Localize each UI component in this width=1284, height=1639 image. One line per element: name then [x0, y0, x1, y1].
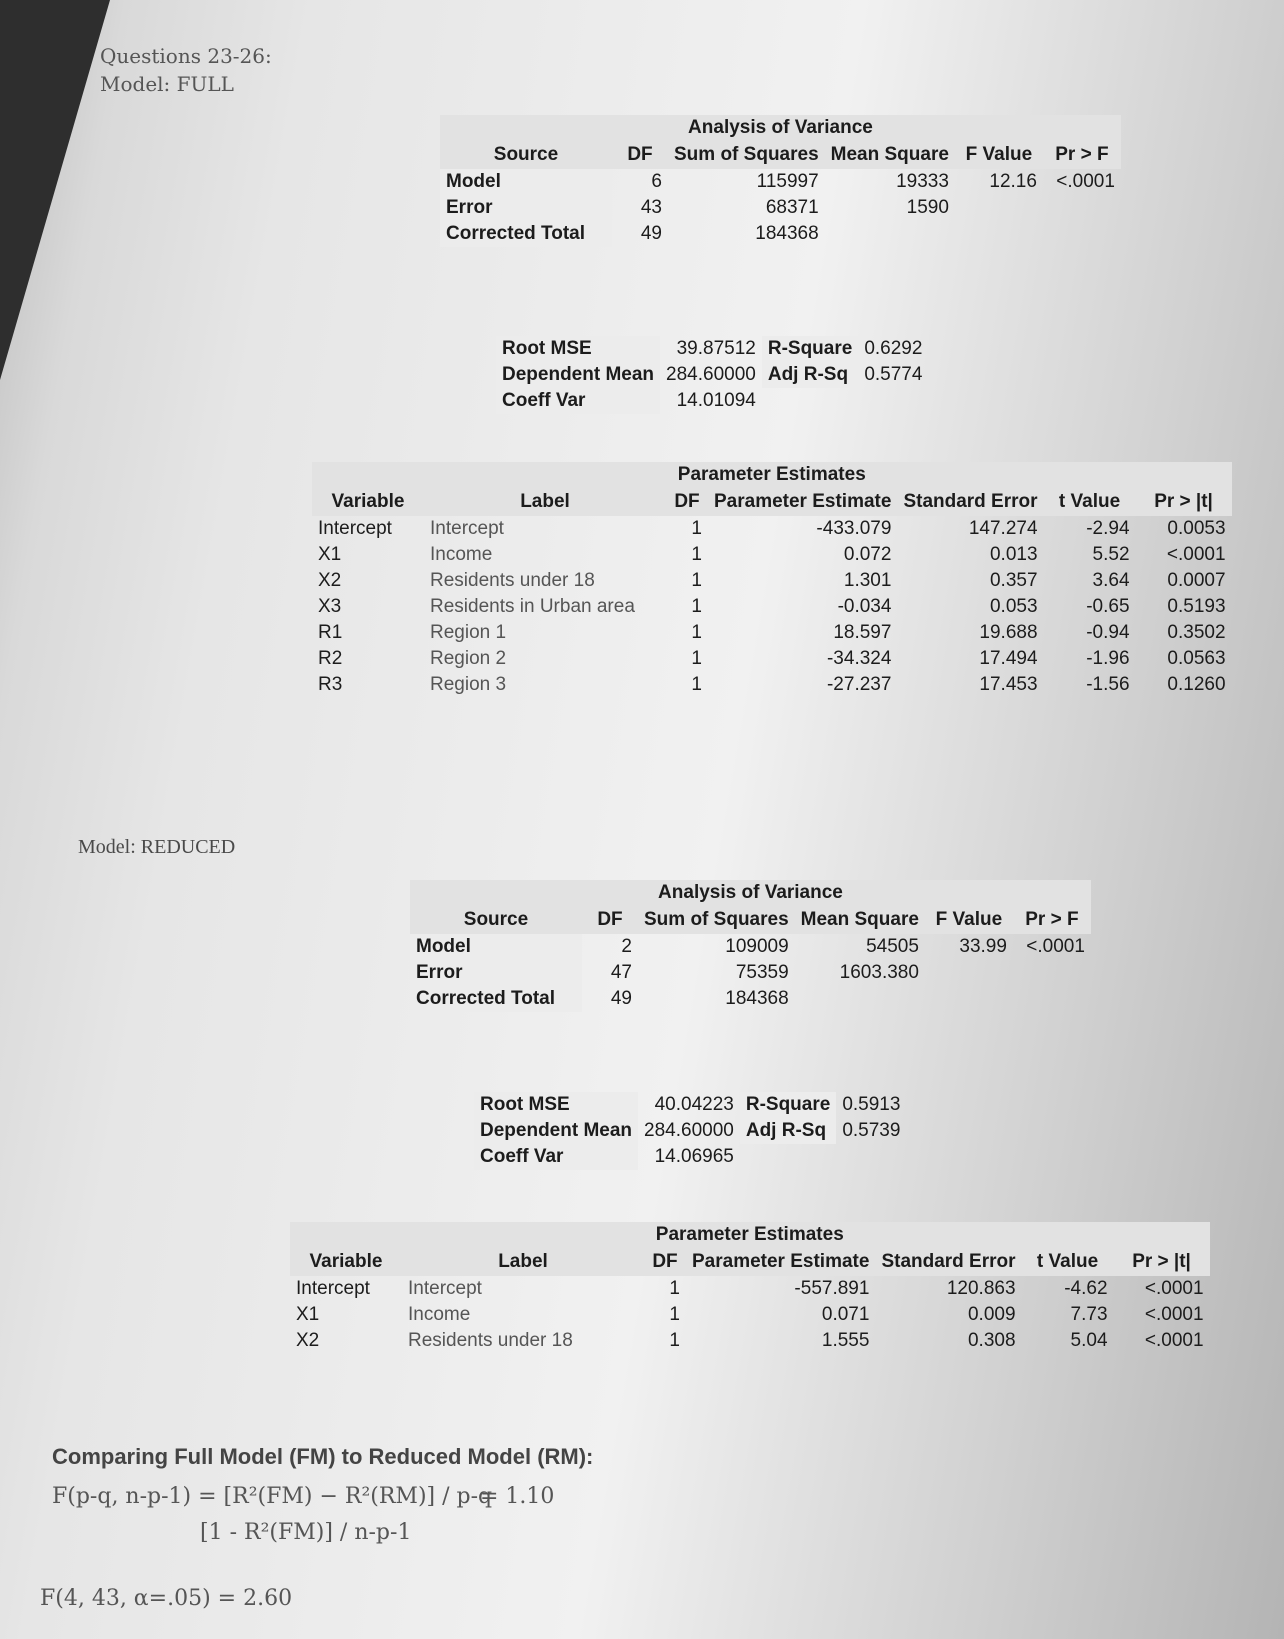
cv-value: 14.01094 — [676, 390, 756, 411]
df-cell: 49 — [610, 987, 632, 1009]
variable-cell: Intercept — [296, 1277, 370, 1299]
p-cell — [1013, 960, 1091, 986]
col-ms: Mean Square — [795, 906, 925, 934]
p-cell: <.0001 — [1056, 170, 1115, 192]
p-cell: <.0001 — [1166, 543, 1226, 565]
label-cell: Income — [408, 1303, 471, 1325]
col-p: Pr > |t| — [1114, 1248, 1210, 1276]
adjrsq-value: 0.5739 — [842, 1120, 901, 1141]
ss-cell: 75359 — [735, 961, 789, 983]
adjrsq-label: Adj R-Sq — [740, 1118, 836, 1144]
source-cell: Model — [410, 934, 582, 960]
p-cell: 0.0563 — [1167, 647, 1226, 669]
label-cell: Income — [430, 543, 493, 565]
ms-cell: 1590 — [906, 196, 949, 218]
variable-cell: X1 — [318, 543, 342, 565]
root-mse-value: 40.04223 — [654, 1094, 734, 1115]
variable-cell: R3 — [318, 673, 343, 695]
dep-mean-value: 284.60000 — [666, 364, 756, 385]
col-f: F Value — [955, 141, 1043, 169]
label-cell: Residents under 18 — [408, 1329, 573, 1351]
table-row — [410, 960, 1091, 986]
source-cell: Corrected Total — [440, 221, 612, 247]
table-row — [440, 221, 1121, 247]
rsq-value: 0.5913 — [842, 1094, 901, 1115]
col-estimate: Parameter Estimate — [708, 488, 897, 516]
label-cell: Residents under 18 — [430, 569, 595, 591]
p-cell: 0.5193 — [1167, 595, 1226, 617]
p-cell: <.0001 — [1144, 1277, 1204, 1299]
source-cell: Model — [440, 169, 612, 195]
table-row — [290, 1276, 1210, 1302]
ms-cell — [795, 986, 925, 1012]
f-cell — [925, 986, 1013, 1012]
table-row — [440, 169, 1121, 195]
f-cell: 33.99 — [959, 935, 1007, 957]
col-ss: Sum of Squares — [668, 141, 825, 169]
col-estimate: Parameter Estimate — [686, 1248, 875, 1276]
source-cell: Error — [440, 195, 612, 221]
label-cell: Intercept — [408, 1277, 482, 1299]
estimate-cell: -557.891 — [794, 1277, 870, 1299]
stderr-cell: 17.494 — [979, 647, 1038, 669]
p-cell: 0.0007 — [1167, 569, 1226, 591]
df-cell: 1 — [691, 621, 702, 643]
questions-label: Questions 23-26: — [100, 44, 272, 68]
model-reduced-label: Model: REDUCED — [78, 836, 236, 858]
rsq-label: R-Square — [762, 336, 858, 362]
estimate-cell: 0.072 — [843, 543, 892, 565]
table-row — [440, 195, 1121, 221]
ss-cell: 184368 — [725, 987, 789, 1009]
dep-mean-value: 284.60000 — [644, 1120, 734, 1141]
f-cell — [955, 221, 1043, 247]
stderr-cell: 0.013 — [989, 543, 1038, 565]
full-fit-stats — [496, 336, 928, 414]
label-cell: Residents in Urban area — [430, 595, 635, 617]
col-ms: Mean Square — [825, 141, 955, 169]
col-t: t Value — [1022, 1248, 1114, 1276]
f-formula-denominator: [1 - R²(FM)] / n-p-1 — [200, 1520, 412, 1545]
df-cell: 6 — [651, 170, 662, 192]
estimate-cell: -27.237 — [826, 673, 892, 695]
col-p: Pr > F — [1013, 906, 1091, 934]
df-cell: 2 — [621, 935, 632, 957]
stderr-cell: 147.274 — [968, 517, 1038, 539]
variable-cell: X3 — [318, 595, 342, 617]
p-cell — [1043, 221, 1121, 247]
source-cell: Corrected Total — [410, 986, 582, 1012]
col-source: Source — [410, 906, 582, 934]
ms-cell: 19333 — [896, 170, 949, 192]
t-cell: 7.73 — [1070, 1303, 1108, 1325]
table-row — [290, 1302, 1210, 1328]
table-row — [290, 1328, 1210, 1354]
estimate-cell: 0.071 — [821, 1303, 870, 1325]
label-cell: Intercept — [430, 517, 504, 539]
col-df: DF — [612, 141, 668, 169]
p-cell: <.0001 — [1026, 935, 1085, 957]
p-cell: <.0001 — [1144, 1329, 1204, 1351]
df-cell: 1 — [691, 595, 702, 617]
p-cell: 0.1260 — [1167, 673, 1226, 695]
reduced-params-table — [290, 1222, 1210, 1354]
df-cell: 1 — [669, 1277, 680, 1299]
root-mse-label: Root MSE — [496, 336, 660, 362]
stderr-cell: 0.053 — [989, 595, 1038, 617]
table-row — [410, 934, 1091, 960]
f-cell — [955, 195, 1043, 221]
p-cell — [1043, 195, 1121, 221]
col-df: DF — [666, 488, 708, 516]
f-cell: 12.16 — [989, 170, 1037, 192]
df-cell: 47 — [610, 961, 632, 983]
col-source: Source — [440, 141, 612, 169]
stderr-cell: 0.308 — [967, 1329, 1016, 1351]
cv-label: Coeff Var — [496, 388, 660, 414]
estimate-cell: 18.597 — [833, 621, 892, 643]
col-label: Label — [424, 488, 666, 516]
table-row — [312, 672, 1232, 698]
table-row — [312, 568, 1232, 594]
t-cell: -0.65 — [1086, 595, 1130, 617]
col-f: F Value — [925, 906, 1013, 934]
variable-cell: Intercept — [318, 517, 392, 539]
ms-cell: 1603.380 — [839, 961, 919, 983]
df-cell: 1 — [691, 647, 702, 669]
table-row — [312, 516, 1232, 542]
variable-cell: R2 — [318, 647, 343, 669]
page-shadow-corner — [0, 0, 110, 380]
reduced-anova-title: Analysis of Variance — [410, 880, 1091, 906]
ss-cell: 115997 — [756, 170, 819, 192]
col-label: Label — [402, 1248, 644, 1276]
ss-cell: 109009 — [725, 935, 789, 957]
estimate-cell: -34.324 — [826, 647, 892, 669]
p-cell — [1013, 986, 1091, 1012]
rsq-label: R-Square — [740, 1092, 836, 1118]
col-p: Pr > F — [1043, 141, 1121, 169]
table-row — [312, 620, 1232, 646]
col-variable: Variable — [312, 488, 424, 516]
col-df: DF — [582, 906, 638, 934]
cv-label: Coeff Var — [474, 1144, 638, 1170]
adjrsq-value: 0.5774 — [864, 364, 923, 385]
p-cell: 0.3502 — [1167, 621, 1226, 643]
full-anova-table — [440, 115, 1121, 247]
t-cell: -2.94 — [1086, 517, 1130, 539]
variable-cell: X1 — [296, 1303, 320, 1325]
f-critical-value: F(4, 43, α=.05) = 2.60 — [40, 1586, 293, 1611]
table-row — [410, 986, 1091, 1012]
table-row — [312, 646, 1232, 672]
comparison-title: Comparing Full Model (FM) to Reduced Model (RM): — [52, 1444, 594, 1469]
col-p: Pr > |t| — [1136, 488, 1232, 516]
p-cell: <.0001 — [1144, 1303, 1204, 1325]
reduced-fit-stats — [474, 1092, 906, 1170]
estimate-cell: -0.034 — [837, 595, 892, 617]
col-df: DF — [644, 1248, 686, 1276]
root-mse-label: Root MSE — [474, 1092, 638, 1118]
root-mse-value: 39.87512 — [676, 338, 756, 359]
df-cell: 1 — [669, 1303, 680, 1325]
t-cell: 3.64 — [1092, 569, 1130, 591]
col-stderr: Standard Error — [875, 1248, 1021, 1276]
t-cell: -1.96 — [1086, 647, 1130, 669]
table-row — [312, 542, 1232, 568]
stderr-cell: 120.863 — [946, 1277, 1016, 1299]
label-cell: Region 1 — [430, 621, 507, 643]
df-cell: 1 — [691, 543, 702, 565]
estimate-cell: 1.555 — [821, 1329, 870, 1351]
stderr-cell: 0.009 — [967, 1303, 1016, 1325]
col-stderr: Standard Error — [897, 488, 1043, 516]
source-cell: Error — [410, 960, 582, 986]
ss-cell: 184368 — [755, 222, 819, 244]
f-formula-numerator: F(p-q, n-p-1) = [R²(FM) − R²(RM)] / p-q — [52, 1484, 493, 1509]
estimate-cell: 1.301 — [843, 569, 892, 591]
t-cell: -1.56 — [1086, 673, 1130, 695]
t-cell: -4.62 — [1064, 1277, 1108, 1299]
reduced-anova-table — [410, 880, 1091, 1012]
reduced-params-title: Parameter Estimates — [290, 1222, 1210, 1248]
df-cell: 1 — [691, 517, 702, 539]
variable-cell: X2 — [296, 1329, 320, 1351]
label-cell: Region 3 — [430, 673, 507, 695]
f-cell — [925, 960, 1013, 986]
variable-cell: R1 — [318, 621, 343, 643]
adjrsq-label: Adj R-Sq — [762, 362, 858, 388]
t-cell: 5.04 — [1070, 1329, 1108, 1351]
col-ss: Sum of Squares — [638, 906, 795, 934]
rsq-value: 0.6292 — [864, 338, 923, 359]
dep-mean-label: Dependent Mean — [474, 1118, 638, 1144]
df-cell: 43 — [640, 196, 662, 218]
table-row — [312, 594, 1232, 620]
full-params-title: Parameter Estimates — [312, 462, 1232, 488]
t-cell: -0.94 — [1086, 621, 1130, 643]
f-formula-result: = 1.10 — [480, 1484, 555, 1509]
ms-cell: 54505 — [866, 935, 919, 957]
full-params-table — [312, 462, 1232, 698]
col-variable: Variable — [290, 1248, 402, 1276]
model-full-label: Model: FULL — [100, 72, 234, 96]
stderr-cell: 0.357 — [989, 569, 1038, 591]
stderr-cell: 19.688 — [979, 621, 1038, 643]
df-cell: 1 — [691, 569, 702, 591]
col-t: t Value — [1044, 488, 1136, 516]
variable-cell: X2 — [318, 569, 342, 591]
df-cell: 1 — [669, 1329, 680, 1351]
t-cell: 5.52 — [1092, 543, 1130, 565]
df-cell: 49 — [640, 222, 662, 244]
full-anova-title: Analysis of Variance — [440, 115, 1121, 141]
estimate-cell: -433.079 — [816, 517, 892, 539]
label-cell: Region 2 — [430, 647, 507, 669]
dep-mean-label: Dependent Mean — [496, 362, 660, 388]
stderr-cell: 17.453 — [979, 673, 1038, 695]
df-cell: 1 — [691, 673, 702, 695]
cv-value: 14.06965 — [654, 1146, 734, 1167]
p-cell: 0.0053 — [1167, 517, 1226, 539]
ms-cell — [825, 221, 955, 247]
ss-cell: 68371 — [765, 196, 819, 218]
